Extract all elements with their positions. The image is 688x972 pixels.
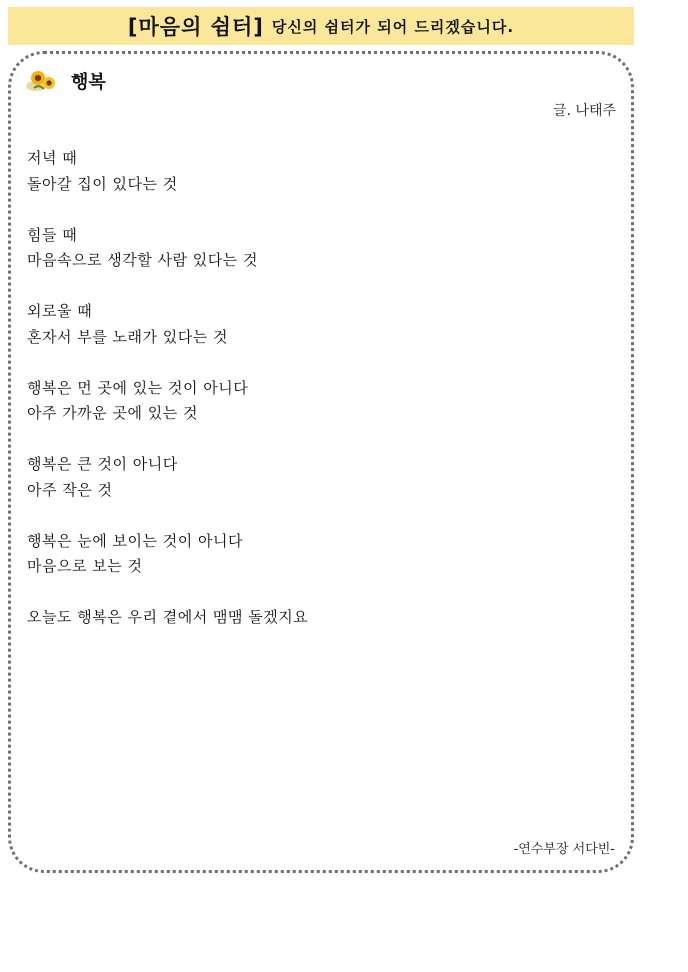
poem-line: 돌아갈 집이 있다는 것: [27, 174, 178, 193]
poem-line: 행복은 큰 것이 아니다: [27, 455, 178, 473]
page-header: [8, 7, 634, 45]
poem-line: 행복은 먼 곳에 있는 것이 아니다: [27, 378, 249, 397]
poem-stanza: [27, 605, 587, 631]
poem-stanza: [27, 146, 587, 197]
poem-line: 저녁 때: [27, 149, 78, 167]
poem-line: 마음으로 보는 것: [27, 557, 143, 575]
poem-line: 아주 작은 것: [27, 480, 113, 499]
poem-line: 힘들 때: [27, 225, 78, 244]
article-title: 행복: [71, 72, 106, 93]
header-bracket-title: [마음의 쉼터]: [127, 15, 264, 39]
poem-stanza: [27, 299, 587, 350]
signature: -연수부장 서다빈-: [513, 842, 615, 857]
sunflower-icon: [25, 67, 59, 95]
article-title-row: [25, 66, 106, 96]
poem-stanza: [27, 223, 587, 274]
poem-body: [27, 146, 587, 656]
author-credit: 글. 나태주: [553, 103, 616, 119]
poem-stanza: [27, 376, 587, 427]
poem-line: 아주 가까운 곳에 있는 것: [27, 404, 198, 422]
poem-line: 행복은 눈에 보이는 것이 아니다: [27, 531, 243, 550]
poem-line: 외로울 때: [27, 302, 93, 320]
poem-line: 오늘도 행복은 우리 곁에서 맴맴 돌겠지요: [27, 608, 309, 626]
poem-line: 혼자서 부를 노래가 있다는 것: [27, 327, 228, 346]
header-subtitle: 당신의 쉼터가 되어 드리겠습니다.: [271, 17, 515, 36]
poem-stanza: [27, 452, 587, 503]
poem-line: 마음속으로 생각할 사람 있다는 것: [27, 251, 258, 269]
poem-stanza: [27, 529, 587, 580]
